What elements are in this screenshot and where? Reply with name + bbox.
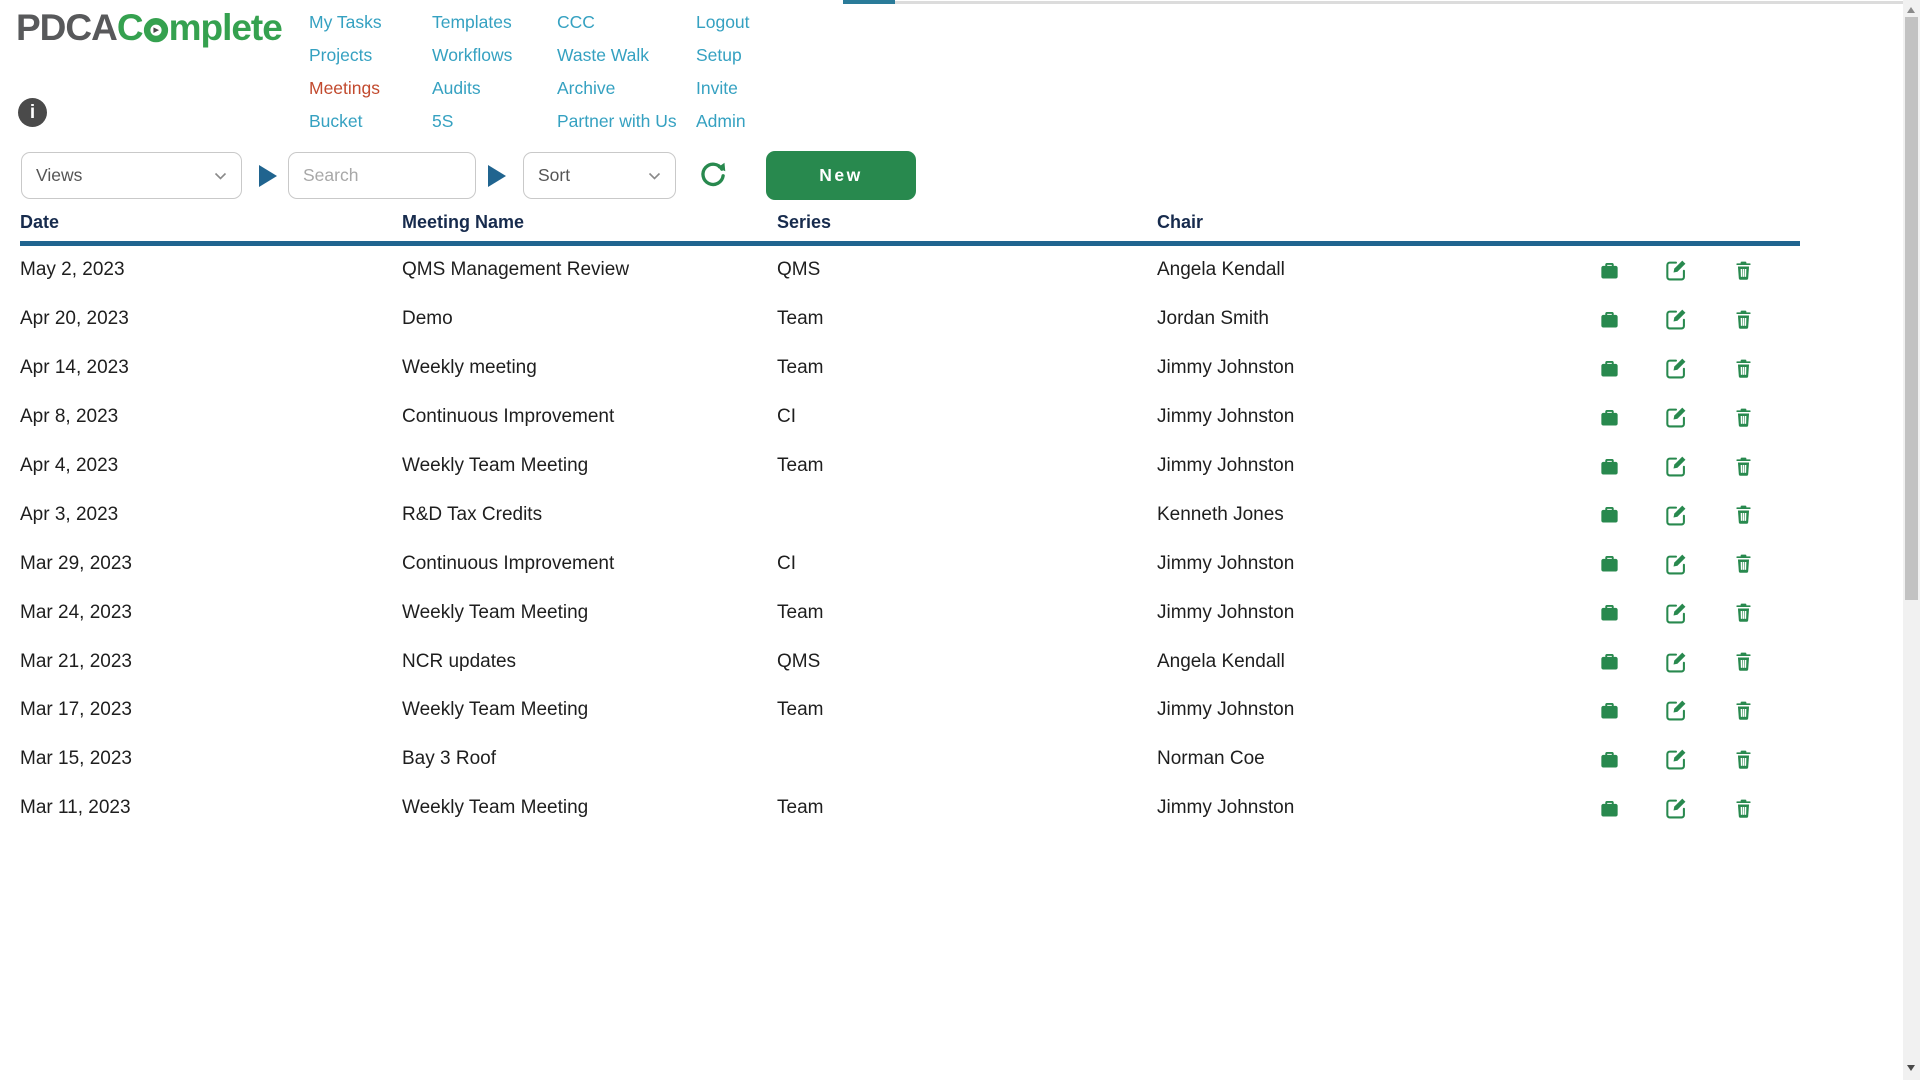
cell-date: Apr 14, 2023 [20, 357, 129, 379]
edit-icon[interactable] [1663, 355, 1689, 381]
cell-chair: Jimmy Johnston [1157, 357, 1295, 379]
info-icon[interactable] [18, 98, 47, 127]
cell-chair: Jimmy Johnston [1157, 552, 1295, 574]
vertical-scrollbar[interactable] [1903, 0, 1920, 1080]
briefcase-icon[interactable] [1596, 649, 1622, 675]
info-icon-glyph: i [29, 101, 36, 123]
cell-date: Mar 21, 2023 [20, 650, 132, 672]
nav-item-my-tasks[interactable]: My Tasks [309, 12, 382, 32]
column-header-actions [1580, 212, 1800, 233]
edit-icon[interactable] [1663, 746, 1689, 772]
trash-icon[interactable] [1730, 355, 1756, 381]
cell-date: Apr 4, 2023 [20, 455, 119, 476]
row-actions [1580, 551, 1800, 577]
briefcase-icon[interactable] [1596, 502, 1622, 528]
top-divider-line [895, 1, 1903, 4]
logo-text-mplete: mplete [168, 7, 282, 48]
cell-series: Team [777, 797, 824, 819]
edit-icon[interactable] [1663, 404, 1689, 430]
nav-item-partner-with-us[interactable]: Partner with Us [557, 111, 677, 131]
row-actions [1580, 306, 1800, 332]
cell-series: CI [777, 406, 796, 428]
briefcase-icon[interactable] [1596, 306, 1622, 332]
app-logo [16, 9, 282, 46]
cell-meeting-name: Weekly Team Meeting [402, 699, 589, 721]
briefcase-icon[interactable] [1596, 453, 1622, 479]
cell-series: QMS [777, 650, 821, 672]
cell-meeting-name: Demo [402, 308, 453, 330]
nav-column-1 [309, 6, 382, 138]
cell-chair: Kenneth Jones [1157, 503, 1284, 525]
edit-icon[interactable] [1663, 697, 1689, 723]
table-row [20, 246, 1800, 295]
briefcase-icon[interactable] [1596, 355, 1622, 381]
table-row [20, 588, 1800, 637]
cell-date: Apr 8, 2023 [20, 406, 119, 428]
logo-text-pdca: PDCA [16, 7, 117, 48]
table-rows [20, 246, 1800, 833]
column-header-name: Meeting Name [402, 212, 525, 232]
cell-meeting-name: Weekly Team Meeting [402, 601, 589, 623]
table-row [20, 735, 1800, 784]
cell-meeting-name: QMS Management Review [402, 259, 630, 281]
cell-chair: Jimmy Johnston [1157, 601, 1295, 623]
trash-icon[interactable] [1730, 306, 1756, 332]
cell-date: Mar 11, 2023 [20, 797, 131, 819]
table-row [20, 686, 1800, 735]
edit-icon[interactable] [1663, 306, 1689, 332]
sort-select[interactable] [523, 152, 676, 199]
trash-icon[interactable] [1730, 404, 1756, 430]
nav-item-logout[interactable]: Logout [696, 12, 750, 32]
nav-item-ccc[interactable]: CCC [557, 12, 595, 32]
row-actions [1580, 649, 1800, 675]
table-row [20, 539, 1800, 588]
views-select-label: Views [36, 165, 83, 185]
nav-column-2 [432, 6, 512, 138]
cell-chair: Jimmy Johnston [1157, 797, 1295, 819]
nav-item-archive[interactable]: Archive [557, 78, 616, 98]
briefcase-icon[interactable] [1596, 600, 1622, 626]
briefcase-icon[interactable] [1596, 746, 1622, 772]
column-header-series: Series [777, 212, 832, 232]
edit-icon[interactable] [1663, 502, 1689, 528]
cell-meeting-name: Continuous Improvement [402, 406, 615, 428]
chevron-down-icon [648, 172, 661, 180]
cell-date: Apr 3, 2023 [20, 503, 119, 525]
nav-item-bucket[interactable]: Bucket [309, 111, 363, 131]
scroll-down-icon[interactable] [1907, 1065, 1915, 1071]
scrollbar-thumb[interactable] [1905, 17, 1918, 600]
refresh-icon[interactable] [697, 159, 729, 191]
cell-chair: Angela Kendall [1157, 259, 1285, 281]
cell-meeting-name: Weekly meeting [402, 357, 537, 379]
table-row [20, 442, 1800, 491]
cell-meeting-name: Continuous Improvement [402, 552, 615, 574]
trash-icon[interactable] [1730, 795, 1756, 821]
column-header-chair: Chair [1157, 212, 1204, 232]
cell-series: Team [777, 308, 824, 330]
row-actions [1580, 697, 1800, 723]
table-row [20, 295, 1800, 344]
apply-search-play-icon[interactable] [488, 165, 506, 187]
nav-item-workflows[interactable]: Workflows [432, 45, 513, 65]
trash-icon[interactable] [1730, 600, 1756, 626]
nav-item-admin[interactable]: Admin [696, 111, 746, 131]
row-actions [1580, 257, 1800, 283]
pdca-cycle-arrow-icon [143, 12, 169, 43]
briefcase-icon[interactable] [1596, 257, 1622, 283]
cell-date: Mar 17, 2023 [20, 699, 132, 721]
nav-column-3 [557, 6, 677, 138]
row-actions [1580, 404, 1800, 430]
logo-text-c: C [116, 7, 143, 48]
trash-icon[interactable] [1730, 746, 1756, 772]
cell-chair: Jimmy Johnston [1157, 699, 1295, 721]
edit-icon[interactable] [1663, 453, 1689, 479]
nav-item-setup[interactable]: Setup [696, 45, 742, 65]
table-header-row [20, 212, 1800, 246]
cell-chair: Jimmy Johnston [1157, 455, 1295, 476]
cell-series: Team [777, 357, 824, 379]
cell-date: Mar 24, 2023 [20, 601, 132, 623]
meetings-table [20, 212, 1800, 833]
briefcase-icon[interactable] [1596, 551, 1622, 577]
trash-icon[interactable] [1730, 453, 1756, 479]
cell-meeting-name: Bay 3 Roof [402, 748, 496, 770]
chevron-down-icon [214, 172, 227, 180]
edit-icon[interactable] [1663, 600, 1689, 626]
new-button[interactable]: New [766, 151, 916, 200]
cell-meeting-name: R&D Tax Credits [402, 503, 543, 525]
table-row [20, 344, 1800, 393]
briefcase-icon[interactable] [1596, 795, 1622, 821]
row-actions [1580, 600, 1800, 626]
cell-series: Team [777, 455, 824, 476]
column-header-date: Date [20, 212, 60, 232]
nav-item-templates[interactable]: Templates [432, 12, 512, 32]
trash-icon[interactable] [1730, 551, 1756, 577]
cell-series: QMS [777, 259, 821, 281]
trash-icon[interactable] [1730, 257, 1756, 283]
edit-icon[interactable] [1663, 257, 1689, 283]
row-actions [1580, 453, 1800, 479]
nav-column-4 [696, 6, 750, 138]
cell-series: Team [777, 601, 824, 623]
trash-icon[interactable] [1730, 502, 1756, 528]
edit-icon[interactable] [1663, 649, 1689, 675]
nav-item-meetings[interactable]: Meetings [309, 78, 381, 98]
cell-date: Apr 20, 2023 [20, 308, 129, 330]
cell-chair: Jimmy Johnston [1157, 406, 1295, 428]
edit-icon[interactable] [1663, 795, 1689, 821]
row-actions [1580, 795, 1800, 821]
apply-view-play-icon[interactable] [259, 165, 277, 187]
nav-item-invite[interactable]: Invite [696, 78, 738, 98]
cell-chair: Jordan Smith [1157, 308, 1269, 330]
cell-date: Mar 29, 2023 [20, 552, 132, 574]
cell-meeting-name: Weekly Team Meeting [402, 455, 589, 476]
briefcase-icon[interactable] [1596, 404, 1622, 430]
sort-select-label: Sort [538, 165, 571, 185]
trash-icon[interactable] [1730, 697, 1756, 723]
edit-icon[interactable] [1663, 551, 1689, 577]
views-select[interactable] [21, 152, 242, 199]
nav-item-waste-walk[interactable]: Waste Walk [557, 45, 650, 65]
cell-date: May 2, 2023 [20, 259, 125, 281]
nav-item-5s[interactable]: 5S [432, 111, 454, 131]
briefcase-icon[interactable] [1596, 697, 1622, 723]
cell-series: Team [777, 699, 824, 721]
row-actions [1580, 502, 1800, 528]
cell-date: Mar 15, 2023 [20, 748, 132, 770]
nav-item-projects[interactable]: Projects [309, 45, 373, 65]
nav-item-audits[interactable]: Audits [432, 78, 481, 98]
table-row [20, 784, 1800, 833]
table-row [20, 393, 1800, 442]
trash-icon[interactable] [1730, 649, 1756, 675]
search-input[interactable] [288, 152, 476, 199]
cell-series: CI [777, 552, 796, 574]
cell-meeting-name: Weekly Team Meeting [402, 797, 589, 819]
table-row [20, 490, 1800, 539]
cell-chair: Norman Coe [1157, 748, 1265, 770]
scroll-up-icon[interactable] [1907, 7, 1915, 13]
row-actions [1580, 355, 1800, 381]
table-row [20, 637, 1800, 686]
row-actions [1580, 746, 1800, 772]
top-progress-segment [843, 0, 895, 4]
cell-meeting-name: NCR updates [402, 650, 517, 672]
cell-chair: Angela Kendall [1157, 650, 1285, 672]
